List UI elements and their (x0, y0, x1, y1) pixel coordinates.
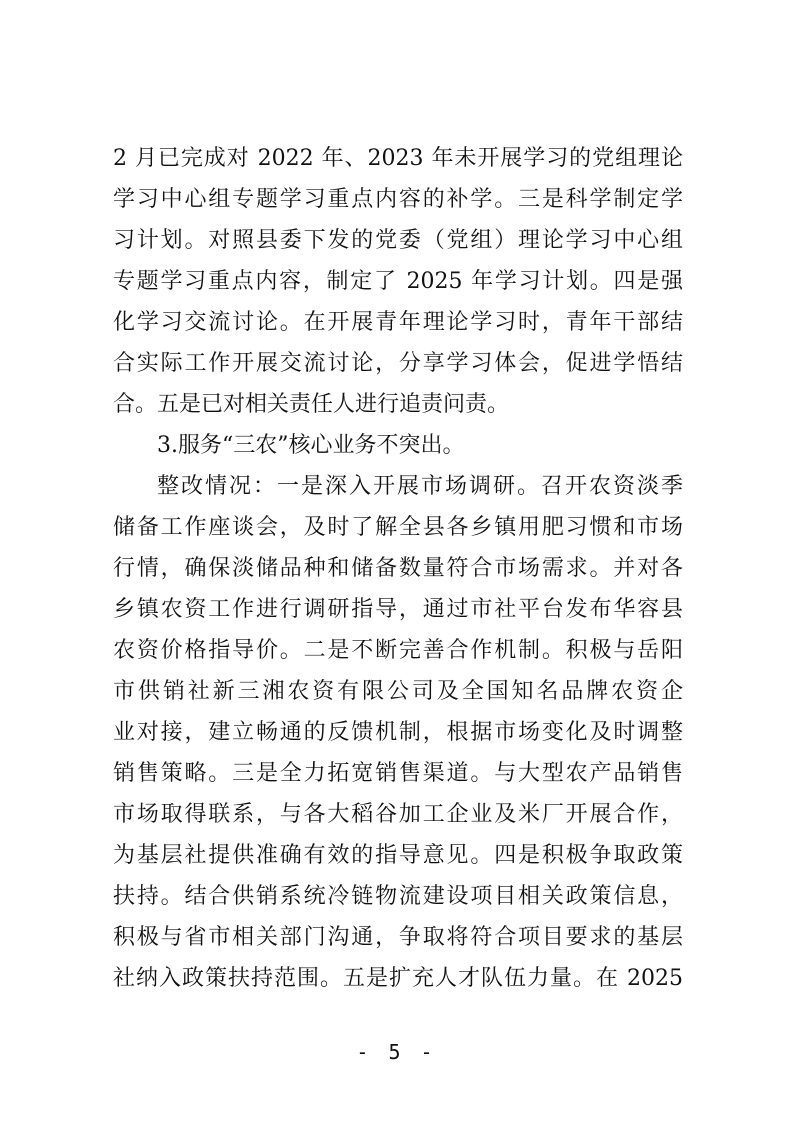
text-line: 销售策略。三是全力拓宽销售渠道。与大型农产品销售 (113, 761, 683, 786)
text-line: 市场取得联系，与各大稻谷加工企业及米厂开展合作， (113, 802, 683, 827)
text-line: 积极与省市相关部门沟通，争取将符合项目要求的基层 (113, 925, 683, 950)
body-text (113, 138, 683, 999)
text-line: 扶持。结合供销系统冷链物流建设项目相关政策信息， (113, 884, 683, 909)
text-line: 合实际工作开展交流讨论，分享学习体会，促进学悟结 (113, 351, 683, 376)
text-line: 合。五是已对相关责任人进行追责问责。 (113, 392, 510, 417)
text-line: 行情，确保淡储品种和储备数量符合市场需求。并对各 (113, 556, 683, 581)
section-heading: 3.服务“三农”核心业务不突出。 (157, 433, 465, 458)
text-line: 社纳入政策扶持范围。五是扩充人才队伍力量。在 2025 (113, 966, 683, 991)
text-line: 化学习交流讨论。在开展青年理论学习时，青年干部结 (113, 310, 683, 335)
text-line: 习计划。对照县委下发的党委（党组）理论学习中心组 (113, 228, 683, 253)
text-line: 2 月已完成对 2022 年、2023 年未开展学习的党组理论 (113, 146, 683, 171)
text-line: 储备工作座谈会，及时了解全县各乡镇用肥习惯和市场 (113, 515, 683, 540)
page-number: - 5 - (356, 1040, 437, 1064)
text-line: 市供销社新三湘农资有限公司及全国知名品牌农资企 (113, 679, 683, 704)
text-line: 整改情况：一是深入开展市场调研。召开农资淡季 (157, 474, 683, 499)
text-line: 业对接，建立畅通的反馈机制，根据市场变化及时调整 (113, 720, 683, 745)
text-line: 专题学习重点内容，制定了 2025 年学习计划。四是强 (113, 269, 683, 294)
text-line: 乡镇农资工作进行调研指导，通过市社平台发布华容县 (113, 597, 683, 622)
text-line: 农资价格指导价。二是不断完善合作机制。积极与岳阳 (113, 638, 683, 663)
text-line: 为基层社提供准确有效的指导意见。四是积极争取政策 (113, 843, 683, 868)
text-line: 学习中心组专题学习重点内容的补学。三是科学制定学 (113, 187, 683, 212)
